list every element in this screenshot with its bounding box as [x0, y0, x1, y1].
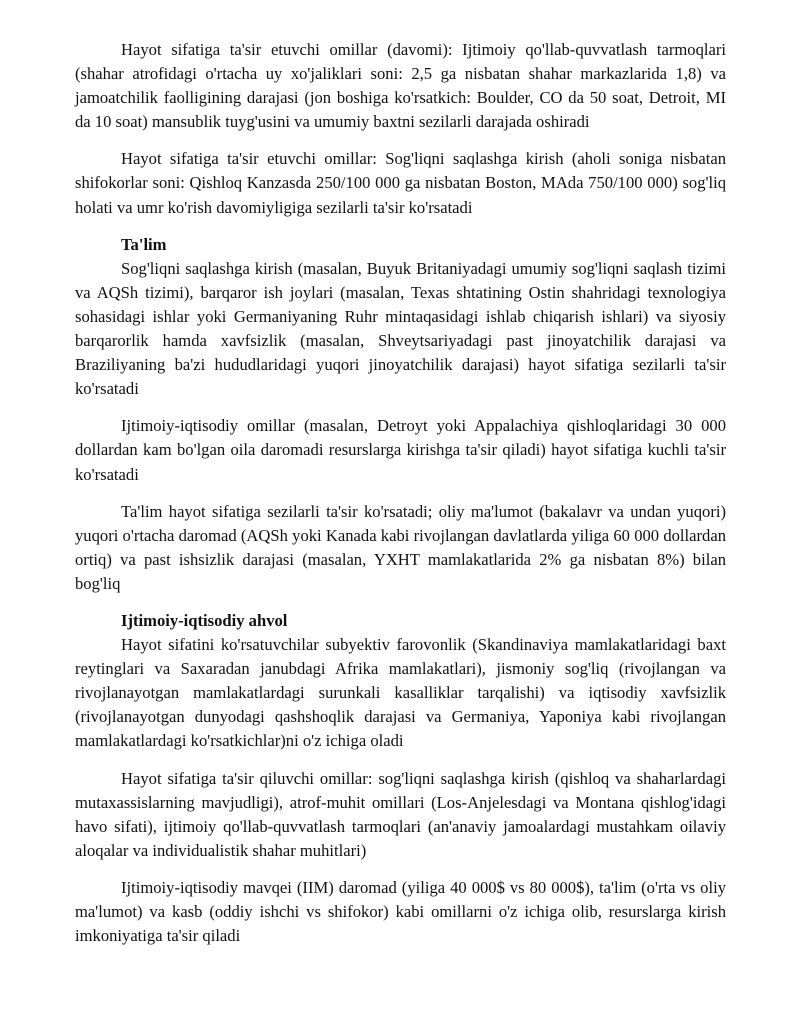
paragraph-education-impact: Ta'lim hayot sifatiga sezilarli ta'sir ko'rsatadi; oliy ma'lumot (bakalavr va undan yuqori) yuqori o'rtacha daromad (AQSh yoki Kanada kabi rivojlangan davlatlarda yiliga 60 000 dollardan ortiq) va past ishsizlik darajasi (masalan, YXHT mamlakatlarida 2% ga nisbatan 8%) bilan bog'liq: [75, 501, 726, 593]
paragraph-social-support: Hayot sifatiga ta'sir etuvchi omillar (davomi): Ijtimoiy qo'llab-quvvatlash tarmoqlari (shahar atrofidagi o'rtacha uy xo'jaliklari soni: 2,5 ga nisbatan shahar markazlarida 1,8) va jamoatchilik faolligining darajasi (jon boshiga ko'rsatkich: Boulder, CO da 50 soat, Detroit, MI da 10 soat) mansublik tuyg'usini va umumiy baxtni sezilarli darajada oshiradi: [75, 40, 726, 132]
section-heading-education: Ta'lim: [121, 234, 167, 254]
paragraph-influencing-factors: Hayot sifatiga ta'sir qiluvchi omillar: sog'liqni saqlashga kirish (qishloq va shaharlardagi mutaxassislarning mavjudligi), atrof-muhit omillari (Los-Anjelesdagi va Montana qishlog'idagi havo sifati), ijtimoiy qo'llab-quvvatlash tarmoqlari (an'anaviy jamoalardagi mustahkam oilaviy aloqalar va individualistik shahar muhitlari): [75, 768, 726, 860]
paragraph-quality-of-life-factors: Sog'liqni saqlashga kirish (masalan, Buyuk Britaniyadagi umumiy sog'liqni saqlash tizimi va AQSh tizimi), barqaror ish joylari (masalan, Texas shtatining Ostin shahridagi texnologiya sohasidagi ishlar yoki Germaniyaning Ruhr mintaqasidagi ishlab chiqarish ishlari) va siyosiy barqarorlik hamda xavfsizlik (masalan, Shveytsariyadagi past jinoyatchilik darajasi va Braziliyaning ba'zi hududlaridagi yuqori jinoyatchilik darajasi) hayot sifatiga sezilarli ta'sir ko'rsatadi: [75, 258, 726, 399]
paragraph-socioeconomic-factors: Ijtimoiy-iqtisodiy omillar (masalan, Detroyt yoki Appalachiya qishloqlaridagi 30 000 dollardan kam bo'lgan oila daromadi resurslarga kirishga ta'sir qiladi) hayot sifatiga kuchli ta'sir ko'rsatadi: [75, 416, 726, 484]
paragraph-ses: Ijtimoiy-iqtisodiy mavqei (IIM) daromad (yiliga 40 000$ vs 80 000$), ta'lim (o'rta vs oliy ma'lumot) va kasb (oddiy ishchi vs shifokor) kabi omillarni o'z ichiga olib, resurslarga kirish imkoniyatiga ta'sir qiladi: [75, 877, 726, 946]
section-heading-socioeconomic-status: Ijtimoiy-iqtisodiy ahvol: [121, 610, 288, 630]
document-page: [75, 38, 726, 948]
paragraph-healthcare-access: Hayot sifatiga ta'sir etuvchi omillar: Sog'liqni saqlashga kirish (aholi soniga nisbatan shifokorlar soni: Qishloq Kanzasda 250/100 000 ga nisbatan Boston, MAda 750/100 000) sog'liq holati va umr ko'rish davomiyligiga sezilarli ta'sir ko'rsatadi: [75, 149, 726, 217]
paragraph-quality-indicators: Hayot sifatini ko'rsatuvchilar subyektiv farovonlik (Skandinaviya mamlakatlaridagi baxt reytinglari va Saxaradan janubdagi Afrika mamlakatlari), jismoniy sog'liq (rivojlangan va rivojlanayotgan mamlakatlardagi surunkali kasalliklar tarqalishi) va iqtisodiy xavfsizlik (rivojlanayotgan dunyodagi qashshoqlik darajasi va Germaniya, Yaponiya kabi rivojlangan mamlakatlardagi ko'rsatkichlar)ni o'z ichiga oladi: [75, 635, 726, 751]
